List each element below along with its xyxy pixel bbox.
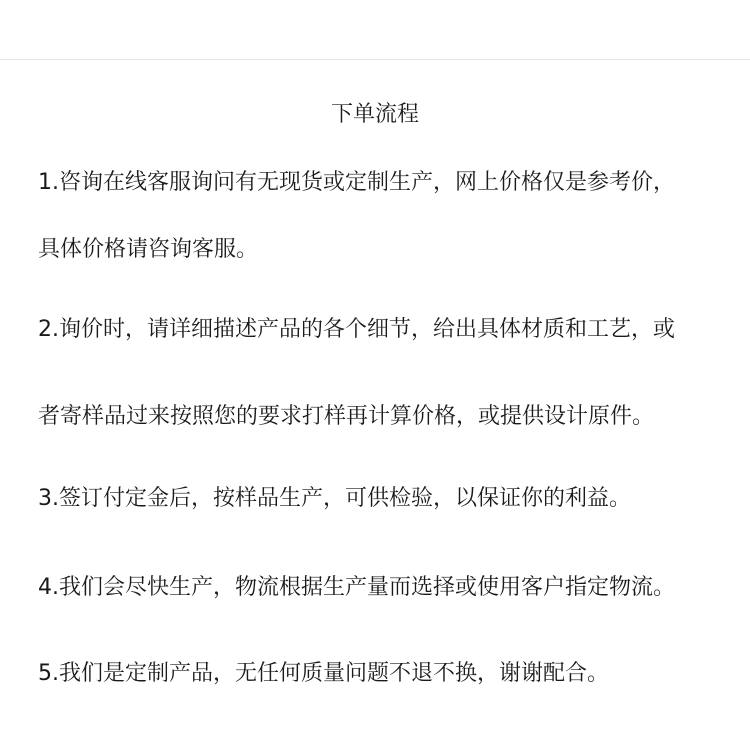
step-5-line-1: 5.我们是定制产品，无任何质量问题不退不换，谢谢配合。 (38, 661, 609, 686)
top-divider (0, 59, 750, 60)
step-2-line-1: 2.询价时，请详细描述产品的各个细节，给出具体材质和工艺，或 (38, 317, 675, 342)
step-3-line-1: 3.签订付定金后，按样品生产，可供检验，以保证你的利益。 (38, 486, 631, 511)
step-2-line-2: 者寄样品过来按照您的要求打样再计算价格，或提供设计原件。 (38, 404, 655, 429)
step-1-line-2: 具体价格请咨询客服。 (38, 237, 259, 262)
step-4-line-1: 4.我们会尽快生产，物流根据生产量而选择或使用客户指定物流。 (38, 575, 675, 600)
page-title: 下单流程 (330, 102, 419, 127)
step-1-line-1: 1.咨询在线客服询问有无现货或定制生产，网上价格仅是参考价， (38, 170, 675, 195)
